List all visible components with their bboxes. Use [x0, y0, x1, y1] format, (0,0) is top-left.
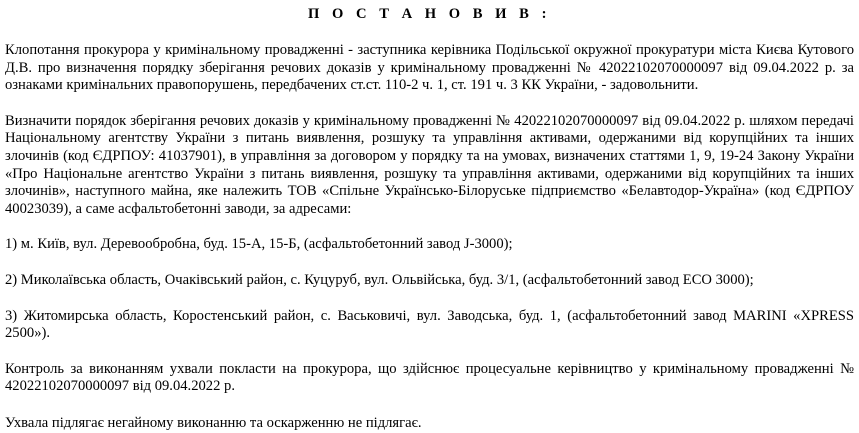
address-item-mykolaiv: 2) Миколаївська область, Очаківський район, с. Куцуруб, вул. Ольвійська, буд. 3/1, (асфальтобетонний завод ECO 3000); [5, 271, 754, 288]
section-heading: П О С Т А Н О В И В : [308, 6, 551, 22]
document-page [5, 0, 854, 433]
paragraph-control: Контроль за виконанням ухвали покласти на прокурора, що здійснює процесуальне керівництво у кримінальному провадженні № 42022102070000097 від 09.04.2022 р. [5, 360, 854, 395]
paragraph-storage-order: Визначити порядок зберігання речових доказів у кримінальному провадженні № 42022102070000097 від 09.04.2022 р. шляхом передачі Національному агентству України з питань виявлення, розшуку та управління активами, одержаними від корупційних та інших злочинів (код ЄДРПОУ: 41037901), в управління за договором у порядку та на умовах, визначених статтями 1, 9, 19-24 Закону України «Про Національне агентство України з питань виявлення, розшуку та управління активами, одержаними від корупційних та інших злочинів», наступного майна, яке належить ТОВ «Спільне Українсько-Білоруське підприємство «Белавтодор-Україна» (код ЄДРПОУ 40023039), а саме асфальтобетонні заводи, за адресами: [5, 112, 854, 217]
address-item-zhytomyr: 3) Житомирська область, Коростенський район, с. Васьковичі, вул. Заводська, буд. 1, (асфальтобетонний завод MARINI «XPRESS 2500»). [5, 307, 854, 342]
paragraph-enforcement: Ухвала підлягає негайному виконанню та оскарженню не підлягає. [5, 414, 422, 431]
paragraph-motion-granted: Клопотання прокурора у кримінальному провадженні - заступника керівника Подільської окружної прокуратури міста Києва Кутового Д.В. про визначення порядку зберігання речових доказів у кримінальному провадженні № 42022102070000097 від 09.04.2022 р. за ознаками кримінальних правопорушень, передбачених ст.ст. 110-2 ч. 1, ст. 191 ч. 3 КК України, - задовольнити. [5, 42, 854, 94]
address-item-kyiv: 1) м. Київ, вул. Деревообробна, буд. 15-А, 15-Б, (асфальтобетонний завод J-3000); [5, 236, 513, 253]
